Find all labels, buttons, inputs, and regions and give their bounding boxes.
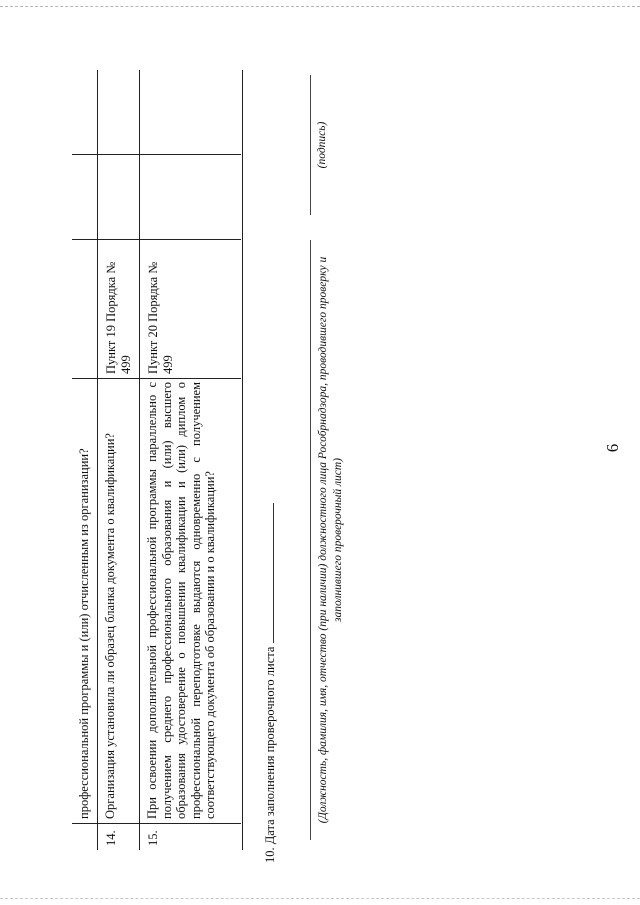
question-text: При освоении дополнительной профессиональной программы параллельно с получением среднего профессионального образования и (или) высшего образования удостоверение о повышении квалификации и (или) диплом о профессиональной переподготовке выдаются одновременно с получением соответствующего документа об образовании и о квалификации? xyxy=(145,382,217,819)
reference-text: Пункт 20 Порядка № 499 xyxy=(146,261,175,374)
signature-caption: (подпись) xyxy=(316,121,328,169)
table-row xyxy=(97,70,140,850)
checklist-table xyxy=(72,70,241,850)
question-text: профессиональной программы и (или) отчисленным из организации? xyxy=(77,448,91,819)
reference-text: Пункт 19 Порядка № 499 xyxy=(104,261,133,374)
official-name-line xyxy=(310,240,311,840)
fill-date-blank xyxy=(262,503,274,643)
page-number: 6 xyxy=(603,443,622,453)
signature-line xyxy=(310,75,311,215)
row-number: 15. xyxy=(146,830,160,846)
row-number: 14. xyxy=(104,830,118,846)
fill-date-label: 10. Дата заполнения проверочного листа xyxy=(263,646,277,863)
fill-date-line xyxy=(262,503,278,863)
question-text: Организация установила ли образец бланка документа о квалификации? xyxy=(103,433,117,819)
official-caption: (Должность, фамилия, имя, отчество (при наличии) должностного лица Рособрнадзора, проводившего проверку и заполнившего проверочный лист) xyxy=(317,256,344,824)
table-row xyxy=(139,70,243,850)
table-row-continuation xyxy=(72,70,97,850)
